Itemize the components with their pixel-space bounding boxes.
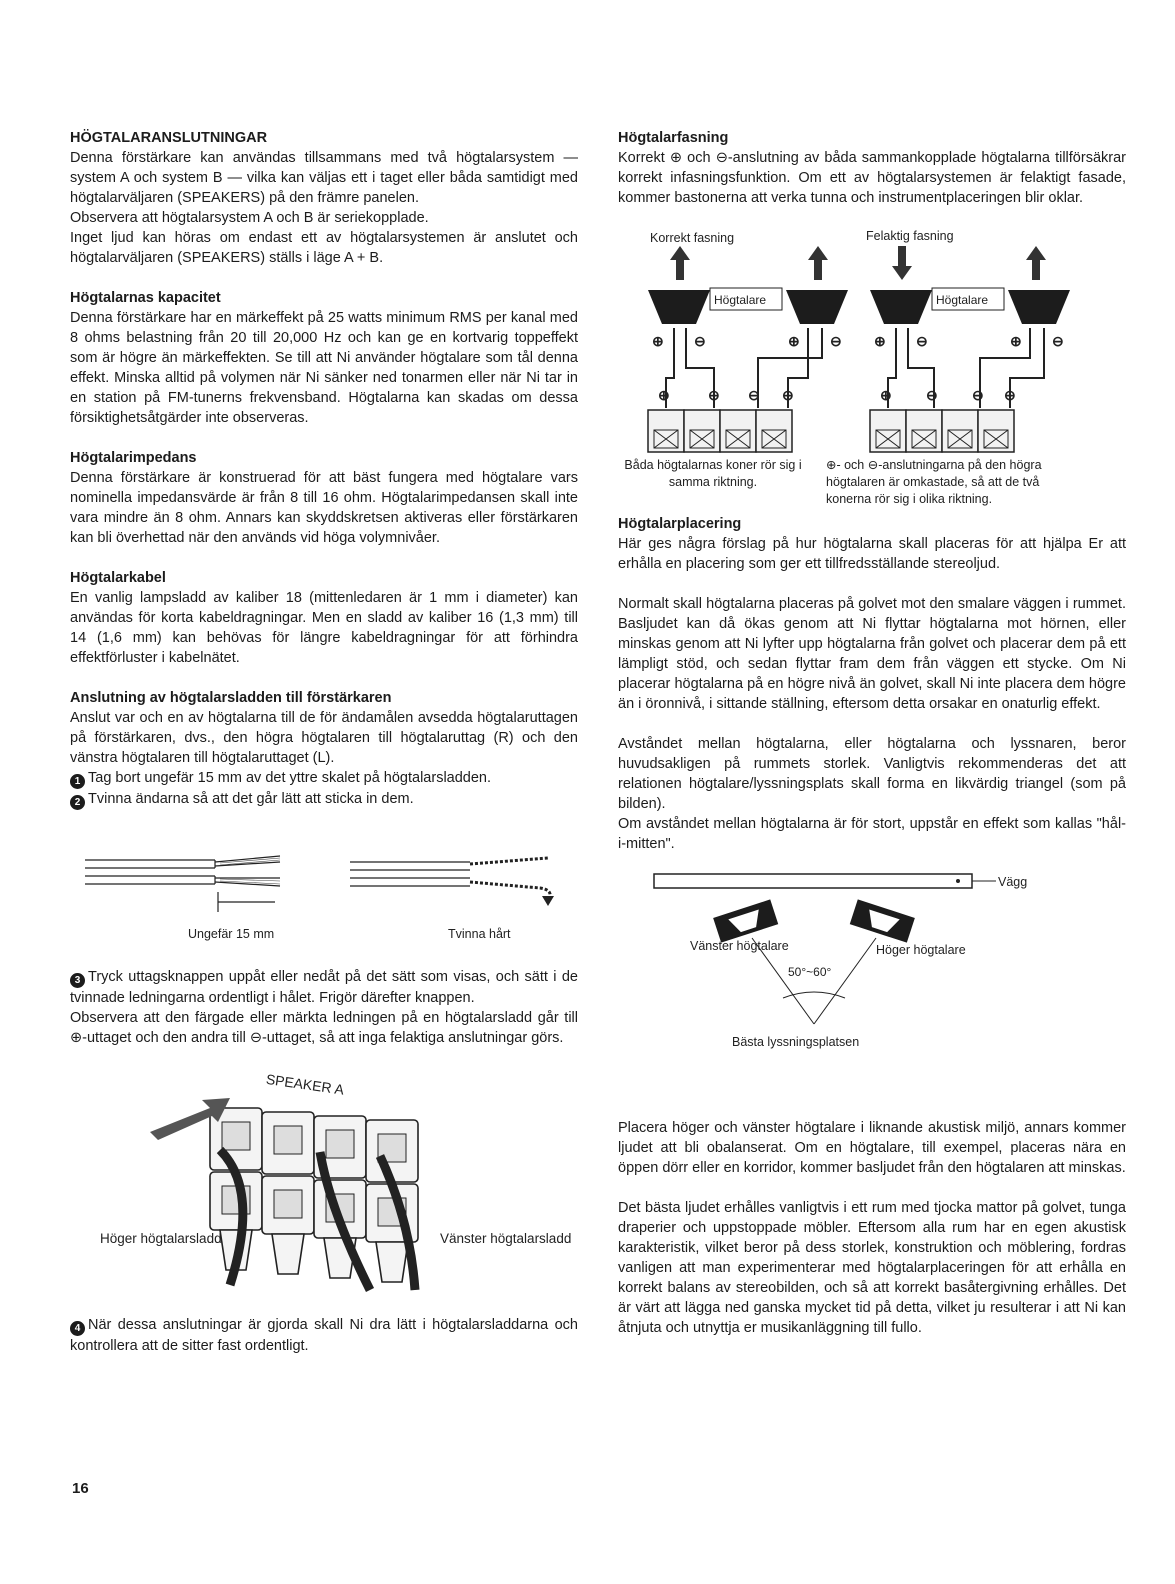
arrow-down-icon [892, 246, 912, 280]
svg-text:⊖: ⊖ [1052, 333, 1064, 349]
paragraph: Denna förstärkare kan användas tillsammans med två högtalarsystem — system A och system B — vilka kan väljas ett i taget eller båda samtidigt med högtalarväljaren (SPEAKERS) på den främre panelen. [70, 150, 578, 206]
wrong-caption: ⊕- och ⊖-anslutningarna på den högra högtalaren är omkastade, så att de två konerna rör sig i olika riktning. [826, 458, 1042, 506]
paragraph: En vanlig lampsladd av kaliber 18 (mittenledaren är 1 mm i diameter) kan användas för korta kabeldragningar. Men en sladd av kaliber 16 (1,3 mm) till 14 (1,6 mm) kan behövas för längre kabeldragningar för att förhindra effektförluster i kabelnätet. [70, 590, 578, 666]
left-cord-label: Vänster högtalarsladd [440, 1231, 572, 1246]
left-speaker-label: Vänster högtalare [690, 939, 789, 953]
arrow-up-icon [1026, 246, 1046, 280]
svg-text:⊕: ⊕ [1004, 387, 1016, 403]
svg-text:⊖: ⊖ [926, 387, 938, 403]
paragraph: Placera höger och vänster högtalare i liknande akustisk miljö, annars kommer ljudet att bli obalanserat. Om en högtalare, till exempel, placeras nära en öppen dörr eller en korridor, kommer basljudet från den högtalaren att minskas. [618, 1120, 1126, 1176]
section-title-phasing: Högtalarfasning [618, 130, 729, 146]
right-speaker-label: Höger högtalare [876, 943, 966, 957]
arrow-up-icon [670, 246, 690, 280]
step-4: 4 När dessa anslutningar är gjorda skall Ni dra lätt i högtalarsladdarna och kontrollera att de sitter fast ordentligt. [70, 1317, 578, 1354]
svg-text:⊕: ⊕ [874, 333, 886, 349]
svg-text:Högtalare: Högtalare [936, 293, 989, 307]
section-title-capacity: Högtalarnas kapacitet [70, 290, 221, 306]
page-number: 16 [72, 1480, 89, 1497]
paragraph: Här ges några förslag på hur högtalarna skall placeras för att hjälpa Er att erhålla en placering som ger ett tillfredsställande stereoljud. [618, 536, 1126, 572]
svg-text:⊖: ⊖ [694, 333, 706, 349]
paragraph: Observera att högtalarsystem A och B är seriekopplade. [70, 210, 429, 226]
section-title-impedance: Högtalarimpedans [70, 450, 197, 466]
svg-text:⊕: ⊕ [880, 387, 892, 403]
right-column [618, 128, 1126, 1338]
speaker-terminal-figure [70, 1060, 578, 1305]
paragraph: Det bästa ljudet erhålles vanligtvis i ett rum med tjocka mattor på golvet, tunga draperier och uppstoppade möbler. Eftersom alla rum har en egen akustisk karakteristik, vilket beror på dess storlek, konstruktion och möblering, fordras vanligen att man experimenterar med högtalarplaceringen för att erhålla en korrekt balans av stereobilden, och så att korrekt basåtergivning erhålles. Det är värt att lägga ned ganska mycket tid på detta, vilket ju resulterar i att Ni kan åtnjuta och utnyttja er musikanläggning till fullo. [618, 1200, 1126, 1336]
step-number-icon: 4 [70, 1321, 85, 1336]
step-1: 1 Tag bort ungefär 15 mm av det yttre skalet på högtalarsladden. [70, 768, 578, 789]
correct-phasing-label: Korrekt fasning [650, 231, 735, 245]
wire-preparation-figure [70, 822, 578, 957]
phasing-captions [618, 457, 1126, 508]
paragraph: Normalt skall högtalarna placeras på golvet mot den smalare väggen i rummet. Basljudet kan då ökas genom att Ni flyttar högtalarna mot hörnen, eller minskas genom att Ni lyfter upp högtalarna från golvet och placerar dem på ett lämpligt stöd, och sedan flyttar fram dem från väggen ett stycke. Om Ni placerar högtalarna på en högre nivå än golvet, skall Ni inte placera dem högre än i öronnivå, i sittande ställning, eftersom detta orsakar en onaturlig effekt. [618, 596, 1126, 712]
arrow-up-icon [808, 246, 828, 280]
left-column [70, 128, 578, 1356]
svg-text:⊕: ⊕ [658, 387, 670, 403]
step-2: 2 Tvinna ändarna så att det går lätt att sticka in dem. [70, 789, 578, 810]
twist-arrow-icon [542, 896, 554, 906]
svg-text:⊕: ⊕ [788, 333, 800, 349]
correct-caption: Båda högtalarnas koner rör sig i samma riktning. [624, 458, 802, 489]
svg-text:⊕: ⊕ [782, 387, 794, 403]
phasing-figure [618, 218, 1126, 453]
step-number-icon: 2 [70, 795, 85, 810]
paragraph: Avståndet mellan högtalarna, eller högtalarna och lyssnaren, beror huvudsakligen på rummets storlek. Vanligtvis rekommenderas det att relationen högtalare/lyssningsplats skall forma en likvärdig triangel (som på bilden). [618, 736, 1126, 812]
paragraph: Denna förstärkare är konstruerad för att bäst fungera med högtalare vars nominella impedansvärde är från 8 till 16 ohm. Högtalarimpedansen skall inte vara mindre än 8 ohm. Annars kan skyddskretsen aktiveras eller förstärkaren kan bli överhettad när den används vid höga volymnivåer. [70, 470, 578, 546]
section-title-placement: Högtalarplacering [618, 516, 742, 532]
wall [654, 874, 972, 888]
paragraph: Observera att den färgade eller märkta ledningen på en högtalarsladd går till ⊕-uttaget och den andra till ⊖-uttaget, så att inga felaktiga anslutningar görs. [70, 1010, 578, 1046]
section-title-cable: Högtalarkabel [70, 570, 166, 586]
svg-text:⊖: ⊖ [916, 333, 928, 349]
paragraph: Anslut var och en av högtalarna till de för ändamålen avsedda högtalaruttagen på förstärkaren, dvs., den högra högtalaren till högtalaruttag (R) och den vänstra högtalaren till högtalaruttaget (L). [70, 710, 578, 766]
placement-figure [618, 866, 1126, 1066]
wire-label-twist: Tvinna hårt [448, 927, 511, 941]
paragraph: Denna förstärkare har en märkeffekt på 25 watts minimum RMS per kanal med 8 ohms belastning från 20 till 20,000 Hz och kan ge en kortvarig toppeffekt som är högre än märkeffekten. Se till att Ni använder högtalare som tål denna effekt. Minska alltid på volymen när Ni sänker ned tonarmen eller när Ni tar in en station på FM-tunerns frekvensband. Högtalarna kan skadas om dessa försiktighetsåtgärder inte observeras. [70, 310, 578, 426]
section-title-connection: Anslutning av högtalarsladden till förstärkaren [70, 690, 392, 706]
right-cord-label: Höger högtalarsladd [100, 1231, 222, 1246]
svg-text:⊕: ⊕ [652, 333, 664, 349]
wall-label: Vägg [998, 875, 1028, 889]
angle-label: 50°~60° [788, 965, 832, 979]
wire-label-strip: Ungefär 15 mm [188, 927, 275, 941]
terminal-label: SPEAKER A [265, 1070, 346, 1098]
paragraph: Om avståndet mellan högtalarna är för stort, uppstår en effekt som kallas "hål-i-mitten". [618, 816, 1126, 852]
svg-text:⊖: ⊖ [830, 333, 842, 349]
paragraph: Korrekt ⊕ och ⊖-anslutning av båda sammankopplade högtalarna tillförsäkrar korrekt infasningsfunktion. Om ett av högtalarsystemen är felaktigt fasade, kommer bastonerna att verka tunna och instrumentplaceringen blir oklar. [618, 150, 1126, 206]
paragraph: Inget ljud kan höras om endast ett av högtalarsystemen är anslutet och högtalarväljaren (SPEAKERS) ställs i läge A + B. [70, 230, 578, 266]
step-number-icon: 1 [70, 774, 85, 789]
step-3: 3 Tryck uttagsknappen uppåt eller nedåt på det sätt som visas, och sätt i de tvinnade ledningarna ordentligt i hålet. Frigör därefter knappen. [70, 969, 578, 1006]
svg-text:⊖: ⊖ [748, 387, 760, 403]
step-number-icon: 3 [70, 973, 85, 988]
svg-text:⊕: ⊕ [1010, 333, 1022, 349]
listening-position-label: Bästa lyssningsplatsen [732, 1035, 860, 1049]
wrong-phasing-label: Felaktig fasning [866, 229, 954, 243]
svg-text:Högtalare: Högtalare [714, 293, 767, 307]
section-title-speaker-connections: HÖGTALARANSLUTNINGAR [70, 130, 268, 146]
svg-text:⊖: ⊖ [972, 387, 984, 403]
svg-text:⊖: ⊖ [708, 387, 720, 403]
